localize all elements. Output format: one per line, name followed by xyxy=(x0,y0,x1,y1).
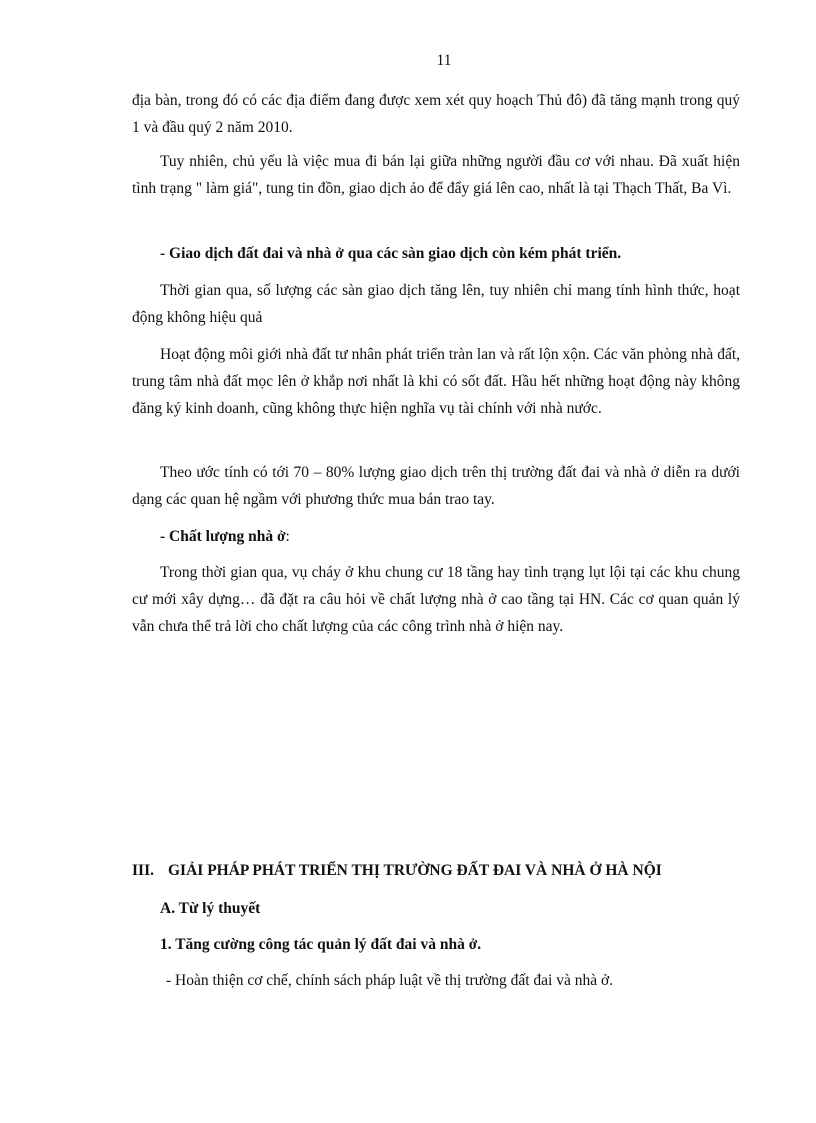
subsection-1: 1. Tăng cường công tác quản lý đất đai và nhà ở. xyxy=(160,936,482,953)
heading-housing-quality-label: - Chất lượng nhà ở xyxy=(160,528,286,545)
heading-housing-quality xyxy=(132,523,740,550)
paragraph-estimate: Theo ước tính có tới 70 – 80% lượng giao dịch trên thị trường đất đai và nhà ở diễn ra dưới dạng các quan hệ ngầm với phương thức mua bán trao tay. xyxy=(132,464,740,508)
paragraph-quality-issues: Trong thời gian qua, vụ cháy ở khu chung cư 18 tầng hay tình trạng lụt lội tại các khu chung cư mới xây dựng… đã đặt ra câu hỏi về chất lượng nhà ở cao tầng tại HN. Các cơ quan quản lý vẫn chưa thể trả lời cho chất lượng của các công trình nhà ở hiện nay. xyxy=(132,564,740,635)
page-number: 11 xyxy=(436,52,452,69)
list-item: - Hoàn thiện cơ chế, chính sách pháp luật về thị trường đất đai và nhà ở. xyxy=(166,972,614,989)
paragraph-exchanges: Thời gian qua, số lượng các sàn giao dịch tăng lên, tuy nhiên chỉ mang tính hình thức, hoạt động không hiệu quả xyxy=(132,282,740,326)
heading-housing-quality-colon: : xyxy=(285,528,290,545)
subsection-a: A. Từ lý thuyết xyxy=(160,900,261,917)
paragraph-brokerage: Hoạt động môi giới nhà đất tư nhân phát triển tràn lan và rất lộn xộn. Các văn phòng nhà đất, trung tâm nhà đất mọc lên ở khắp nơi nhất là khi có sốt đất. Hầu hết những hoạt động này không đăng ký kinh doanh, cũng không thực hiện nghĩa vụ tài chính với nhà nước. xyxy=(132,346,740,417)
section-title: GIẢI PHÁP PHÁT TRIỂN THỊ TRƯỜNG ĐẤT ĐAI VÀ NHÀ Ở HÀ NỘI xyxy=(168,862,662,879)
section-number: III. xyxy=(132,862,154,879)
paragraph-speculation: Tuy nhiên, chủ yếu là việc mua đi bán lại giữa những người đầu cơ với nhau. Đã xuất hiện tình trạng " làm giá", tung tin đồn, giao dịch ảo để đẩy giá lên cao, nhất là tại Thạch Thất, Ba Vì. xyxy=(132,153,740,197)
section-heading xyxy=(132,857,752,884)
heading-transactions: - Giao dịch đất đai và nhà ở qua các sàn giao dịch còn kém phát triển. xyxy=(160,245,622,262)
paragraph-continuation: địa bàn, trong đó có các địa điểm đang được xem xét quy hoạch Thủ đô) đã tăng mạnh trong quý 1 và đầu quý 2 năm 2010. xyxy=(132,92,740,136)
